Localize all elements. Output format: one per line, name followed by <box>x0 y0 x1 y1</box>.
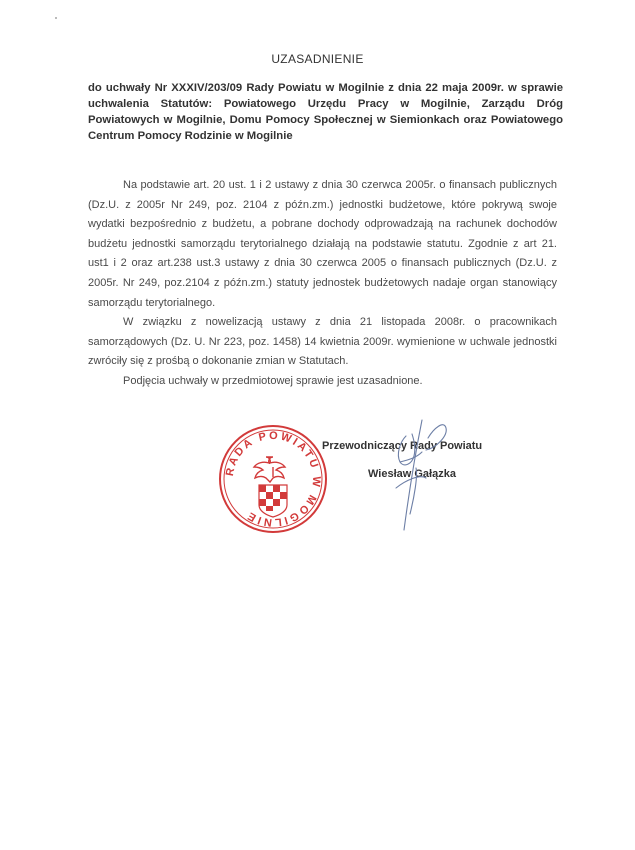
handwritten-signature <box>376 408 466 533</box>
svg-text:RADA POWIATU W MOGILNIE: RADA POWIATU W MOGILNIE <box>223 429 323 529</box>
scan-speck <box>55 17 57 19</box>
document-body <box>88 176 557 392</box>
paragraph-amendment: W związku z nowelizacją ustawy z dnia 21 listopada 2008r. o pracownikach samorządowych (Dz. U. Nr 223, poz. 1458) 14 kwietnia 2009r. wymienione w uchwale jednostki zwróciły się z prośbą o dokonanie zmian w Statutach. <box>88 316 557 368</box>
paragraph-conclusion: Podjęcia uchwały w przedmiotowej sprawie jest uzasadnione. <box>123 374 423 387</box>
signatory-name: Wiesław Gałązka <box>368 468 456 480</box>
paragraph-legal-basis: Na podstawie art. 20 ust. 1 i 2 ustawy z dnia 30 czerwca 2005r. o finansach publicznych (Dz.U. z 2005r Nr 249, poz. 2104 z późn.zm.) jednostki budżetowe, które pokrywą swoje wydatki bezpośrednio z budżetu, a pobrane dochody odprowadzają na rachunek dochodów budżetu jednostki samorządu terytorialnego działają na podstawie statutu. Zgodnie z art 21. ust1 i 2 oraz art.238 ust.3 ustawy z dnia 30 czerwca 2005 o finansach publicznych (Dz.U. z 2005r. Nr 249, poz.2104 z późn.zm.) statuty jednostek budżetowych nadaje organ stanowiący samorządu terytorialnego. <box>88 179 557 309</box>
signatory-title: Przewodniczący Rady Powiatu <box>322 440 483 452</box>
document-title: UZASADNIENIE <box>271 52 364 66</box>
resolution-subject: do uchwały Nr XXXIV/203/09 Rady Powiatu w Mogilnie z dnia 22 maja 2009r. w sprawie uchwalenia Statutów: Powiatowego Urzędu Pracy w Mogilnie, Zarządu Dróg Powiatowych w Mogilnie, Domu Pomocy Społecznej w Siemionkach oraz Powiatowego Centrum Pomocy Rodzinie w Mogilnie <box>88 82 563 142</box>
official-stamp-seal <box>217 423 329 535</box>
